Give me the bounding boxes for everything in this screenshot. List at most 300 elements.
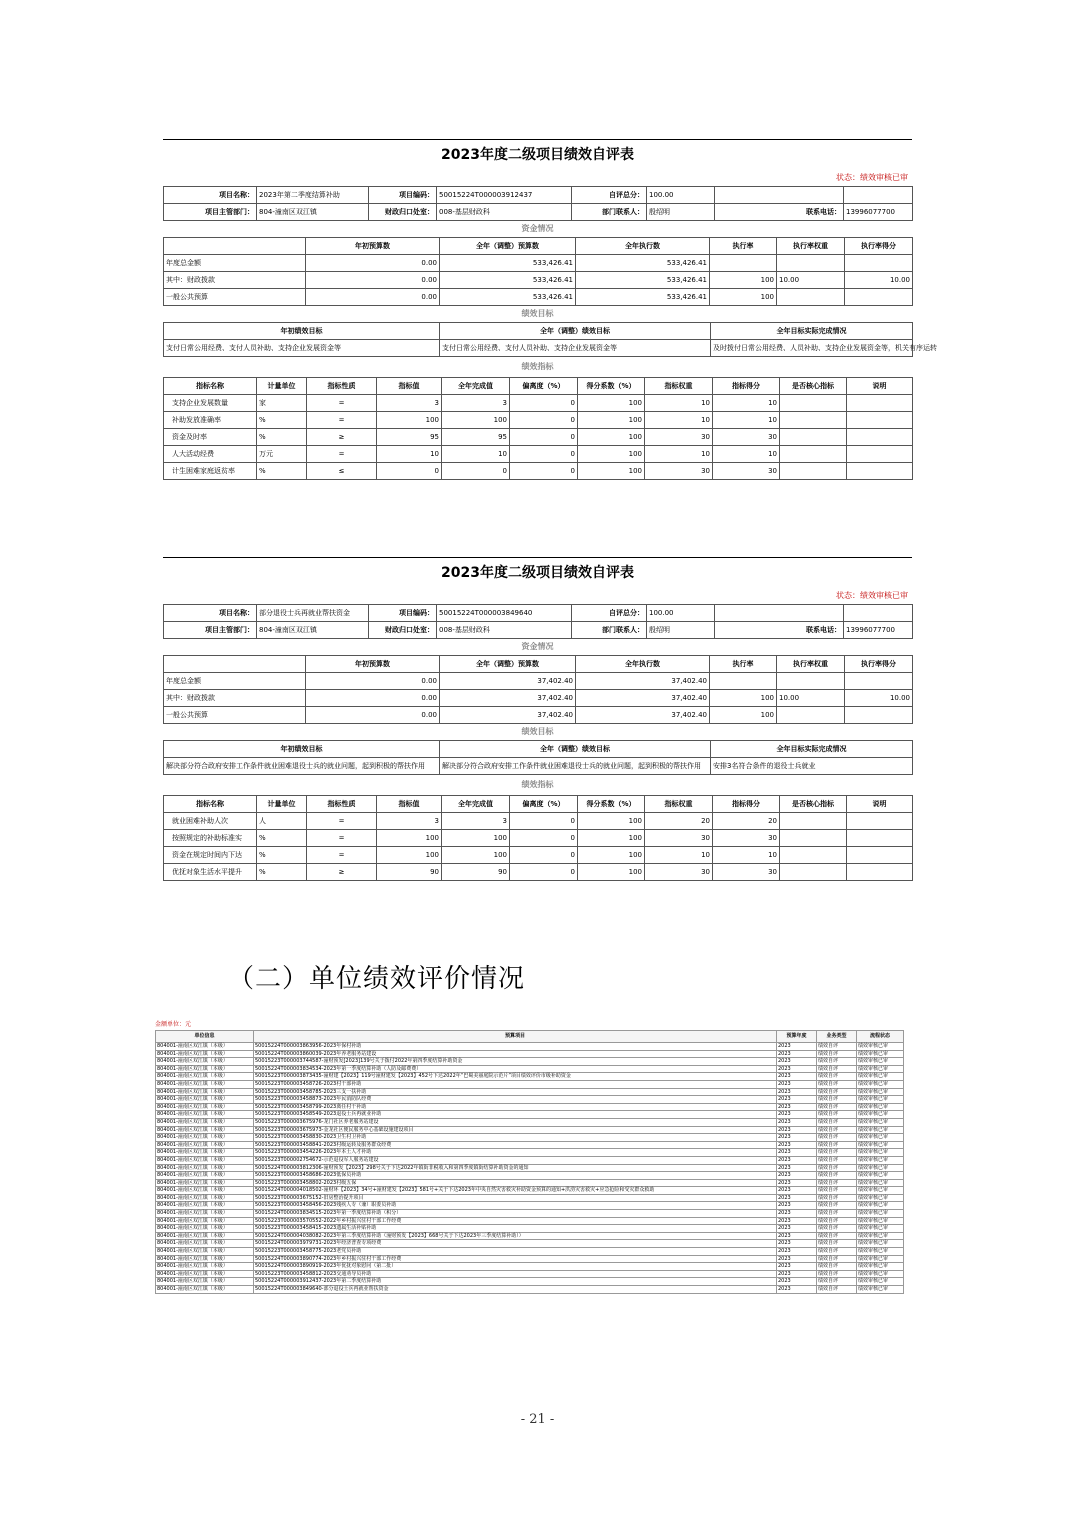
indicator-cell: 100 xyxy=(578,830,645,847)
unit-cell: 绩效审核已审 xyxy=(857,1187,904,1195)
finance-label: 财政归口处室： xyxy=(369,622,437,639)
unit-cell: 绩效自评 xyxy=(817,1164,857,1172)
indicator-cell: 100 xyxy=(578,395,645,412)
indicator-cell: 100 xyxy=(578,463,645,480)
indicator-cell: 95 xyxy=(442,429,510,446)
unit-cell: 2023 xyxy=(777,1043,817,1051)
unit-cell: 2023 xyxy=(777,1225,817,1233)
unit-cell: 绩效审核已审 xyxy=(857,1210,904,1218)
unit-header: 流程状态 xyxy=(857,1031,904,1043)
indicator-cell: 30 xyxy=(713,830,780,847)
unit-cell: 2023 xyxy=(777,1065,817,1073)
funds-cell: 533,426.41 xyxy=(440,272,576,289)
unit-cell: 绩效自评 xyxy=(817,1187,857,1195)
indicator-cell: = xyxy=(307,830,377,847)
funds-cell xyxy=(845,289,913,306)
unit-cell: 804001-潼南区双江镇（本级） xyxy=(156,1111,254,1119)
unit-cell: 绩效审核已审 xyxy=(857,1096,904,1104)
indicator-cell xyxy=(780,813,847,830)
unit-cell: 50015223T000003458726-2023村干部补助 xyxy=(254,1080,777,1088)
funds-cell xyxy=(845,255,913,272)
status-text: 状态：绩效审核已审 xyxy=(836,173,908,182)
funds-cell: 37,402.40 xyxy=(576,673,710,690)
unit-cell: 804001-潼南区双江镇（本级） xyxy=(156,1058,254,1066)
unit-cell: 绩效审核已审 xyxy=(857,1270,904,1278)
indicator-cell: 0 xyxy=(510,429,578,446)
indicator-row xyxy=(164,446,913,463)
unit-cell: 绩效自评 xyxy=(817,1058,857,1066)
funds-cell: 0.00 xyxy=(306,707,440,724)
unit-cell: 804001-潼南区双江镇（本级） xyxy=(156,1134,254,1142)
unit-row xyxy=(156,1263,904,1271)
unit-cell: 50015223T000003458785-2023三支一扶补助 xyxy=(254,1088,777,1096)
indicator-header: 指标值 xyxy=(377,796,442,813)
indicator-cell xyxy=(847,830,913,847)
unit-cell: 804001-潼南区双江镇（本级） xyxy=(156,1202,254,1210)
goal-adjusted: 解决部分符合政府安排工作条件就业困难退役士兵的就业问题，起到积极的帮扶作用 xyxy=(440,758,711,775)
funds-cell: 37,402.40 xyxy=(576,690,710,707)
funds-cell xyxy=(777,707,845,724)
indicator-row xyxy=(164,395,913,412)
unit-cell: 2023 xyxy=(777,1096,817,1104)
funds-cell: 其中：财政拨款 xyxy=(164,690,306,707)
unit-cell: 2023 xyxy=(777,1179,817,1187)
funds-cell: 100 xyxy=(710,272,777,289)
unit-cell: 50015224T000003863956-2023年保村补助 xyxy=(254,1043,777,1051)
unit-row xyxy=(156,1210,904,1218)
project-name: 2023年第二季度结算补助 xyxy=(257,187,369,204)
unit-row xyxy=(156,1126,904,1134)
indicator-cell: 10 xyxy=(645,446,713,463)
funds-cell: 533,426.41 xyxy=(440,255,576,272)
unit-cell: 50015223T000003454226-2023年本土人才补助 xyxy=(254,1149,777,1157)
funds-header: 年初预算数 xyxy=(306,656,440,673)
indicator-cell: 100 xyxy=(578,412,645,429)
unit-row xyxy=(156,1164,904,1172)
unit-row xyxy=(156,1225,904,1233)
unit-table xyxy=(155,1030,904,1294)
indicator-cell xyxy=(847,395,913,412)
indicator-cell: 10 xyxy=(713,395,780,412)
unit-cell: 绩效自评 xyxy=(817,1141,857,1149)
indicator-cell: 10 xyxy=(645,847,713,864)
unit-cell: 804001-潼南区双江镇（本级） xyxy=(156,1050,254,1058)
unit-cell: 绩效审核已审 xyxy=(857,1255,904,1263)
unit-cell: 50015223T000003675976-龙门社区养老服务站建设 xyxy=(254,1118,777,1126)
indicator-cell: % xyxy=(257,412,307,429)
indicator-cell: 0 xyxy=(510,847,578,864)
indicator-cell: 100 xyxy=(578,429,645,446)
indicator-cell: 10 xyxy=(713,446,780,463)
unit-header: 预算项目 xyxy=(254,1031,777,1043)
funds-row xyxy=(164,289,913,306)
unit-evaluation-table xyxy=(155,1020,903,1294)
indicator-cell xyxy=(847,412,913,429)
unit-cell: 绩效自评 xyxy=(817,1126,857,1134)
project-name: 部分退役士兵再就业帮扶资金 xyxy=(257,605,369,622)
indicator-cell xyxy=(780,446,847,463)
phone-label: 联系电话： xyxy=(715,204,844,221)
indicator-cell xyxy=(847,446,913,463)
indicator-cell: 3 xyxy=(442,395,510,412)
unit-row xyxy=(156,1240,904,1248)
indicator-cell xyxy=(780,429,847,446)
indicator-cell: 资金在规定时间内下达 xyxy=(164,847,257,864)
unit-row xyxy=(156,1073,904,1081)
funds-table xyxy=(163,237,913,306)
indicator-cell xyxy=(780,864,847,881)
unit-cell: 绩效审核已审 xyxy=(857,1232,904,1240)
finance-value: 008-基层财政科 xyxy=(437,622,572,639)
indicator-cell: 90 xyxy=(377,864,442,881)
unit-cell: 绩效自评 xyxy=(817,1225,857,1233)
status-text: 状态：绩效审核已审 xyxy=(836,591,908,600)
unit-cell: 50015223T000003458415-2023遗属生活补贴补助 xyxy=(254,1225,777,1233)
unit-row xyxy=(156,1232,904,1240)
unit-row xyxy=(156,1103,904,1111)
funds-cell xyxy=(777,289,845,306)
unit-row xyxy=(156,1187,904,1195)
indicator-header: 是否核心指标 xyxy=(780,796,847,813)
unit-cell: 2023 xyxy=(777,1073,817,1081)
finance-label: 财政归口处室： xyxy=(369,204,437,221)
indicator-cell xyxy=(780,847,847,864)
dept-label: 项目主管部门： xyxy=(164,204,257,221)
unit-cell: 804001-潼南区双江镇（本级） xyxy=(156,1210,254,1218)
indicator-header: 全年完成值 xyxy=(442,378,510,395)
unit-cell: 804001-潼南区双江镇（本级） xyxy=(156,1118,254,1126)
unit-cell: 绩效审核已审 xyxy=(857,1164,904,1172)
indicator-header: 指标权重 xyxy=(645,378,713,395)
unit-cell: 绩效审核已审 xyxy=(857,1278,904,1286)
funds-cell: 533,426.41 xyxy=(576,255,710,272)
unit-cell: 804001-潼南区双江镇（本级） xyxy=(156,1179,254,1187)
indicator-cell: 0 xyxy=(377,463,442,480)
indicator-cell: 10 xyxy=(442,446,510,463)
goals-header: 全年目标实际完成情况 xyxy=(711,323,913,340)
unit-cell: 804001-潼南区双江镇（本级） xyxy=(156,1225,254,1233)
unit-cell: 50015223T000003675152-旧房整治提升项目 xyxy=(254,1194,777,1202)
unit-cell: 50015223T000003458775-2023老党员补助 xyxy=(254,1248,777,1256)
unit-cell: 绩效审核已审 xyxy=(857,1043,904,1051)
unit-cell: 2023 xyxy=(777,1050,817,1058)
indicator-cell: 100 xyxy=(442,847,510,864)
funds-header: 年初预算数 xyxy=(306,238,440,255)
unit-cell: 50015223T000003458802-2023村级五保 xyxy=(254,1179,777,1187)
dept-value: 804-潼南区双江镇 xyxy=(257,204,369,221)
unit-cell: 50015224T000003860039-2023年养老服务站建设 xyxy=(254,1050,777,1058)
indicator-cell: 30 xyxy=(645,864,713,881)
unit-cell: 2023 xyxy=(777,1141,817,1149)
unit-cell: 绩效审核已审 xyxy=(857,1286,904,1294)
unit-cell: 50015223T000003570552-2022年乡村振兴驻村干部工作经费 xyxy=(254,1217,777,1225)
unit-cell: 绩效自评 xyxy=(817,1255,857,1263)
goal-adjusted: 支付日常公用经费、支付人员补助、支持企业发展资金等 xyxy=(440,340,711,357)
indicator-cell: 100 xyxy=(578,847,645,864)
indicator-cell: 人 xyxy=(257,813,307,830)
unit-cell: 50015224T000003912437-2023年第二季度结算补助 xyxy=(254,1278,777,1286)
indicator-cell: 20 xyxy=(713,813,780,830)
indicator-cell xyxy=(847,847,913,864)
indicator-header: 指标名称 xyxy=(164,796,257,813)
funds-section-title: 资金情况 xyxy=(521,642,554,651)
unit-cell: 绩效自评 xyxy=(817,1073,857,1081)
unit-cell: 绩效自评 xyxy=(817,1232,857,1240)
indicator-row xyxy=(164,813,913,830)
unit-cell: 804001-潼南区双江镇（本级） xyxy=(156,1065,254,1073)
indicator-cell: 30 xyxy=(645,463,713,480)
funds-cell: 0.00 xyxy=(306,289,440,306)
goal-actual: 安排3名符合条件的退役士兵就业 xyxy=(711,758,913,775)
unit-row xyxy=(156,1043,904,1051)
indicator-row xyxy=(164,830,913,847)
funds-cell: 年度总金额 xyxy=(164,255,306,272)
unit-cell: 804001-潼南区双江镇（本级） xyxy=(156,1172,254,1180)
unit-cell: 绩效审核已审 xyxy=(857,1080,904,1088)
indicator-cell: 支持企业发展数量 xyxy=(164,395,257,412)
contact-value: 殷绍明 xyxy=(647,204,715,221)
funds-cell: 0.00 xyxy=(306,690,440,707)
project-code: 50015224T000003849640 xyxy=(437,605,572,622)
unit-row xyxy=(156,1118,904,1126)
unit-cell: 绩效审核已审 xyxy=(857,1217,904,1225)
unit-cell: 绩效自评 xyxy=(817,1179,857,1187)
indicator-cell: 100 xyxy=(377,847,442,864)
unit-cell: 2023 xyxy=(777,1149,817,1157)
indicator-header: 偏离度（%） xyxy=(510,796,578,813)
unit-row xyxy=(156,1286,904,1294)
project-info-table xyxy=(163,604,913,639)
section-heading: （二）单位绩效评价情况 xyxy=(228,964,526,994)
unit-cell: 50015223T000003458686-2023低保员补助 xyxy=(254,1172,777,1180)
contact-label: 部门联系人： xyxy=(572,622,647,639)
indicators-table xyxy=(163,795,913,881)
indicator-cell: 10 xyxy=(645,412,713,429)
indicator-cell: = xyxy=(307,446,377,463)
funds-header: 执行率权重 xyxy=(777,238,845,255)
amount-unit: 金额单位：元 xyxy=(155,1021,192,1028)
indicator-cell: ≤ xyxy=(307,463,377,480)
unit-cell: 绩效审核已审 xyxy=(857,1141,904,1149)
unit-header: 单位信息 xyxy=(156,1031,254,1043)
indicator-cell: 万元 xyxy=(257,446,307,463)
funds-header xyxy=(164,656,306,673)
unit-cell: 绩效自评 xyxy=(817,1270,857,1278)
unit-cell: 804001-潼南区双江镇（本级） xyxy=(156,1043,254,1051)
indicator-cell: 100 xyxy=(377,412,442,429)
indicator-cell: = xyxy=(307,412,377,429)
unit-cell: 绩效审核已审 xyxy=(857,1126,904,1134)
unit-row xyxy=(156,1172,904,1180)
funds-cell: 10.00 xyxy=(845,272,913,289)
unit-cell: 绩效自评 xyxy=(817,1134,857,1142)
unit-cell: 804001-潼南区双江镇（本级） xyxy=(156,1232,254,1240)
unit-cell: 50015224T000003890774-2023年乡村振兴驻村干部工作经费 xyxy=(254,1255,777,1263)
indicator-cell: 10 xyxy=(377,446,442,463)
unit-cell: 2023 xyxy=(777,1263,817,1271)
unit-cell: 2023 xyxy=(777,1058,817,1066)
indicator-cell: 0 xyxy=(510,412,578,429)
project-code-label: 项目编码： xyxy=(369,605,437,622)
unit-row xyxy=(156,1270,904,1278)
project-info-table xyxy=(163,186,913,221)
unit-cell: 绩效自评 xyxy=(817,1043,857,1051)
indicator-cell: 3 xyxy=(377,395,442,412)
indicator-cell: 补助发放准确率 xyxy=(164,412,257,429)
funds-cell: 533,426.41 xyxy=(576,272,710,289)
unit-cell: 50015224T000004018502-潼财环【2023】34号+潼财建发【2023】581号+关于下达2023年中央自然灾害救灾补助资金预算的通知+洪涝灾害救灾+应急抢险和受灾群众救助 xyxy=(254,1187,777,1195)
indicator-header: 指标性质 xyxy=(307,378,377,395)
indicator-cell: 30 xyxy=(713,463,780,480)
unit-cell: 804001-潼南区双江镇（本级） xyxy=(156,1278,254,1286)
unit-cell: 绩效审核已审 xyxy=(857,1103,904,1111)
unit-cell: 绩效自评 xyxy=(817,1080,857,1088)
funds-cell: 37,402.40 xyxy=(440,673,576,690)
indicator-cell: 就业困难补助人次 xyxy=(164,813,257,830)
indicators-table xyxy=(163,377,913,480)
unit-cell: 804001-潼南区双江镇（本级） xyxy=(156,1126,254,1134)
indicator-cell: 20 xyxy=(645,813,713,830)
indicator-header: 计量单位 xyxy=(257,796,307,813)
indicators-section-title: 绩效指标 xyxy=(521,362,554,371)
unit-row xyxy=(156,1050,904,1058)
indicator-cell: % xyxy=(257,864,307,881)
unit-cell: 绩效审核已审 xyxy=(857,1248,904,1256)
indicator-cell xyxy=(780,395,847,412)
indicator-cell: 3 xyxy=(442,813,510,830)
indicator-cell xyxy=(780,412,847,429)
unit-cell: 50015224T000003834515-2023年第一季度结算补助（积分） xyxy=(254,1210,777,1218)
evaluation-form-2 xyxy=(163,557,912,881)
funds-header xyxy=(164,238,306,255)
project-name-label: 项目名称： xyxy=(164,187,257,204)
unit-cell: 绩效审核已审 xyxy=(857,1194,904,1202)
unit-cell: 804001-潼南区双江镇（本级） xyxy=(156,1080,254,1088)
unit-cell: 804001-潼南区双江镇（本级） xyxy=(156,1088,254,1096)
funds-cell: 其中：财政拨款 xyxy=(164,272,306,289)
funds-header: 全年（调整）预算数 xyxy=(440,656,576,673)
unit-cell: 绩效自评 xyxy=(817,1118,857,1126)
unit-cell: 50015224T000003812306-潼财预发【2023】298号关于下达2022年镇街非税收入和第四季度镇街结算补助资金的通知 xyxy=(254,1164,777,1172)
funds-cell: 一般公共预算 xyxy=(164,289,306,306)
indicator-cell: 30 xyxy=(645,830,713,847)
unit-cell: 绩效自评 xyxy=(817,1156,857,1164)
unit-cell: 2023 xyxy=(777,1202,817,1210)
funds-header: 执行率权重 xyxy=(777,656,845,673)
unit-row xyxy=(156,1141,904,1149)
indicator-cell: ≥ xyxy=(307,429,377,446)
unit-cell: 804001-潼南区双江镇（本级） xyxy=(156,1263,254,1271)
unit-cell: 804001-潼南区双江镇（本级） xyxy=(156,1194,254,1202)
unit-cell: 绩效审核已审 xyxy=(857,1172,904,1180)
goals-header: 年初绩效目标 xyxy=(164,741,440,758)
indicator-cell: 0 xyxy=(510,813,578,830)
unit-row xyxy=(156,1255,904,1263)
unit-cell: 2023 xyxy=(777,1126,817,1134)
unit-row xyxy=(156,1111,904,1119)
indicator-row xyxy=(164,847,913,864)
unit-header: 预算年度 xyxy=(777,1031,817,1043)
unit-header: 业务类型 xyxy=(817,1031,857,1043)
goals-header: 年初绩效目标 xyxy=(164,323,440,340)
unit-cell: 绩效自评 xyxy=(817,1263,857,1271)
indicator-cell: 0 xyxy=(442,463,510,480)
goals-table xyxy=(163,322,937,357)
unit-cell: 804001-潼南区双江镇（本级） xyxy=(156,1073,254,1081)
indicator-header: 是否核心指标 xyxy=(780,378,847,395)
goals-header: 全年（调整）绩效目标 xyxy=(440,323,711,340)
funds-header: 全年（调整）预算数 xyxy=(440,238,576,255)
unit-cell: 2023 xyxy=(777,1111,817,1119)
funds-cell: 0.00 xyxy=(306,673,440,690)
indicator-header: 计量单位 xyxy=(257,378,307,395)
unit-cell: 2023 xyxy=(777,1210,817,1218)
unit-cell: 804001-潼南区双江镇（本级） xyxy=(156,1141,254,1149)
indicator-cell: 100 xyxy=(578,864,645,881)
contact-label: 部门联系人： xyxy=(572,204,647,221)
unit-cell: 绩效审核已审 xyxy=(857,1240,904,1248)
indicator-cell: 10 xyxy=(713,847,780,864)
score-value: 100.00 xyxy=(647,605,715,622)
indicator-header: 偏离度（%） xyxy=(510,378,578,395)
unit-cell: 804001-潼南区双江镇（本级） xyxy=(156,1217,254,1225)
indicator-cell: 计生困难家庭返贫率 xyxy=(164,463,257,480)
indicator-cell: 0 xyxy=(510,463,578,480)
funds-row xyxy=(164,707,913,724)
funds-header: 执行率得分 xyxy=(845,238,913,255)
indicator-cell: = xyxy=(307,847,377,864)
unit-cell: 804001-潼南区双江镇（本级） xyxy=(156,1187,254,1195)
indicator-header: 说明 xyxy=(847,796,913,813)
unit-cell: 804001-潼南区双江镇（本级） xyxy=(156,1096,254,1104)
indicator-header: 得分系数（%） xyxy=(578,796,645,813)
funds-table xyxy=(163,655,913,724)
unit-cell: 804001-潼南区双江镇（本级） xyxy=(156,1286,254,1294)
unit-cell: 绩效审核已审 xyxy=(857,1073,904,1081)
unit-cell: 50015223T000003458841-2023村级运转及服务群众经费 xyxy=(254,1141,777,1149)
unit-row xyxy=(156,1058,904,1066)
funds-row xyxy=(164,690,913,707)
form-title: 2023年度二级项目绩效自评表 xyxy=(441,147,634,163)
indicator-cell: = xyxy=(307,813,377,830)
unit-cell: 2023 xyxy=(777,1255,817,1263)
funds-cell: 37,402.40 xyxy=(576,707,710,724)
indicator-cell: % xyxy=(257,429,307,446)
unit-cell: 804001-潼南区双江镇（本级） xyxy=(156,1270,254,1278)
unit-cell: 804001-潼南区双江镇（本级） xyxy=(156,1149,254,1157)
unit-cell: 绩效审核已审 xyxy=(857,1088,904,1096)
funds-cell: 10.00 xyxy=(777,272,845,289)
unit-cell: 绩效自评 xyxy=(817,1050,857,1058)
unit-cell: 50015223T000003458799-2023离任村干补助 xyxy=(254,1103,777,1111)
unit-row xyxy=(156,1156,904,1164)
unit-cell: 绩效审核已审 xyxy=(857,1149,904,1157)
unit-cell: 50015224T000003890919-2023年优抚对象慰问（第二批） xyxy=(254,1263,777,1271)
indicator-cell: 按照规定的补助标准实 xyxy=(164,830,257,847)
unit-cell: 50015223T000003675973-金龙社区便民服务中心基础设施建设项目 xyxy=(254,1126,777,1134)
unit-cell: 50015223T000003458456-2023残疾人专（兼）职委员补助 xyxy=(254,1202,777,1210)
form-title: 2023年度二级项目绩效自评表 xyxy=(441,565,634,581)
funds-cell: 10.00 xyxy=(845,690,913,707)
project-code-label: 项目编码： xyxy=(369,187,437,204)
page-number: - 21 - xyxy=(520,1412,555,1427)
funds-cell xyxy=(710,255,777,272)
score-value: 100.00 xyxy=(647,187,715,204)
project-code: 50015224T000003912437 xyxy=(437,187,572,204)
funds-cell: 0.00 xyxy=(306,272,440,289)
indicator-cell: % xyxy=(257,463,307,480)
unit-cell: 绩效自评 xyxy=(817,1248,857,1256)
